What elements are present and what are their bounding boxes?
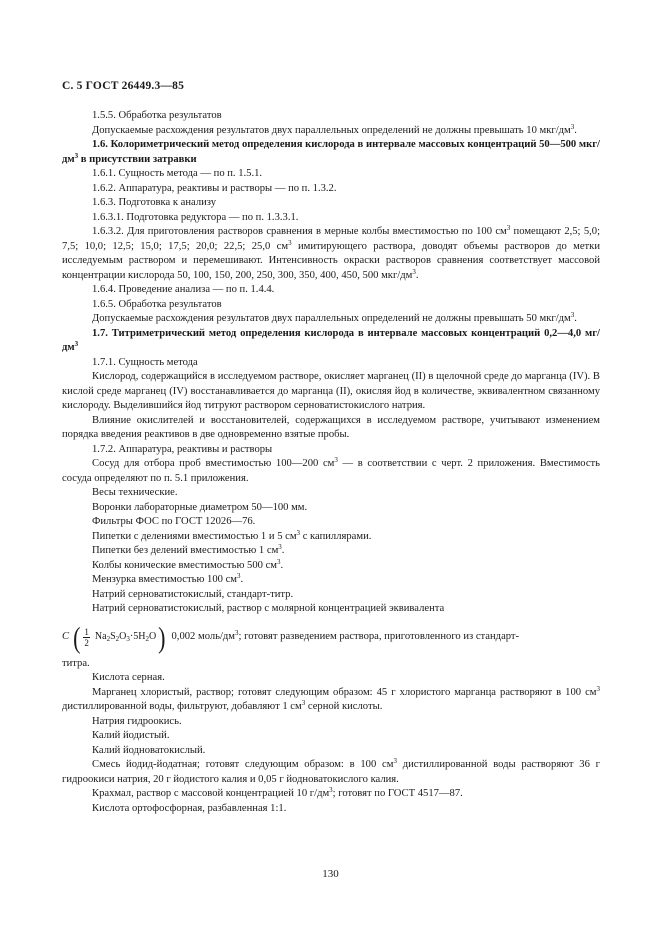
page-header: С. 5 ГОСТ 26449.3—85: [62, 80, 185, 92]
concentration-formula: [62, 619, 600, 654]
paragraph: 1.6.3.2. Для приготовления растворов сравнения в мерные колбы вместимостью по 100 $см^3$ помещают 2,5; 5,0; 7,5; 10,0; 12,5; 15,0; 17,5; 20,0; 22,5; 25,0 $см^3$ имитирующего раствора, доводят объемы растворов до метки исследуемым раствором и перемешивают. Интенсивность окраски растворов сравнения соответствует массовой концентрации кислорода 50, 100, 150, 200, 250, 300, 350, 400, 450, 500 мкг/$дм^3$.: [62, 224, 601, 281]
paragraph: Весы технические.: [92, 487, 178, 498]
document-body: [62, 109, 600, 816]
paragraph: титра.: [62, 657, 90, 669]
paragraph: Воронки лабораторные диаметром 50—100 мм.: [92, 501, 308, 513]
paragraph: Колбы конические вместимостью 500 $см^3$.: [92, 557, 284, 571]
paragraph: 1.6.3.1. Подготовка редуктора — по п. 1.3.3.1.: [92, 211, 299, 223]
formula-continuation: 0,002 моль/$дм^3$; готовят разведением раствора, приготовленного из стандарт-: [171, 629, 520, 643]
paragraph: Влияние окислителей и восстановителей, содержащихся в исследуемом растворе, учитывают изменением порядка введения реактивов в две одновременно взятые пробы.: [62, 414, 600, 440]
paragraph: 1.6.2. Аппаратура, реактивы и растворы — по п. 1.3.2.: [92, 182, 337, 194]
paragraph: Калий йодноватокислый.: [92, 744, 206, 756]
formula-c: C: [62, 631, 70, 643]
formula-compound: $Na_2S_2O_3\cdot 5H_2O$: [94, 631, 157, 644]
paragraph: Допускаемые расхождения результатов двух параллельных определений не должны превышать 50 мкг/$дм^3$.: [92, 311, 577, 324]
paragraph: Крахмал, раствор с массовой концентрацией 10 $г/дм^3$; готовят по ГОСТ 4517—87.: [92, 786, 463, 799]
paragraph: 1.7.1. Сущность метода: [92, 356, 198, 368]
paragraph: Пипетки с делениями вместимостью 1 и 5 $см^3$ с капиллярами.: [92, 528, 372, 542]
paragraph: Смесь йодид-йодатная; готовят следующим образом: в 100 $см^3$ дистиллированной воды растворяют 36 г гидроокиси натрия, 20 г йодистого калия и 0,05 г йодноватокислого калия.: [62, 757, 600, 785]
paragraph: 1.6.1. Сущность метода — по п. 1.5.1.: [92, 168, 263, 179]
paragraph: Натрия гидроокись.: [92, 715, 182, 727]
formula-paren-left: (: [73, 619, 81, 654]
formula-fraction: $\frac{1}{2}$: [84, 627, 89, 648]
paragraph: Кислота ортофосфорная, разбавленная 1:1.: [92, 802, 287, 814]
paragraph: 1.6.4. Проведение анализа — по п. 1.4.4.: [92, 284, 275, 295]
paragraph: Фильтры ФОС по ГОСТ 12026—76.: [92, 516, 256, 527]
paragraph: 1.6.5. Обработка результатов: [92, 298, 222, 310]
page-number: 130: [322, 868, 339, 880]
paragraph: Натрий серноватистокислый, стандарт-титр.: [92, 588, 294, 600]
paragraph: 1.6.3. Подготовка к анализу: [92, 197, 217, 208]
paragraph: Натрий серноватистокислый, раствор с молярной концентрацией эквивалента: [92, 603, 445, 614]
section-heading: 1.5.5. Обработка результатов: [92, 110, 222, 121]
paragraph: Кислород, содержащийся в исследуемом растворе, окисляет марганец (II) в щелочной среде до марганца (IV). В кислой среде марганец (IV) восстанавливается до марганца (II), окисляя йод в количестве, эквивалентном связанному кислороду. Выделившийся йод титруют раствором серноватистокислого натрия.: [62, 371, 600, 411]
paragraph: 1.7.2. Аппаратура, реактивы и растворы: [92, 443, 273, 455]
paragraph: Марганец хлористый, раствор; готовят следующим образом: 45 г хлористого марганца растворяют в 100 $см^3$ дистиллированной воды, фильтруют, добавляют 1 $см^3$ серной кислоты.: [62, 684, 600, 712]
paragraph: Пипетки без делений вместимостью 1 $см^3$.: [92, 543, 285, 556]
section-heading-bold: 1.7. Титриметрический метод определения кислорода в интервале массовых концентраций 0,2—4,0 $мг/дм^3$: [62, 327, 600, 353]
paragraph: Калий йодистый.: [92, 730, 170, 741]
formula-paren-right: ): [158, 619, 166, 654]
paragraph: Кислота серная.: [92, 672, 165, 683]
paragraph: Сосуд для отбора проб вместимостью 100—200 $см^3$ — в соответствии с черт. 2 приложения. Вместимость сосуда определяют по п. 5.1 приложения.: [62, 456, 601, 484]
paragraph: Допускаемые расхождения результатов двух параллельных определений не должны превышать 10 мкг/$дм^3$.: [92, 122, 577, 136]
paragraph: Мензурка вместимостью 100 $см^3$.: [92, 572, 244, 585]
section-heading-bold: 1.6. Колориметрический метод определения кислорода в интервале массовых концентраций 50—500 мкг/$дм^3$ в присутствии затравки: [62, 139, 600, 165]
